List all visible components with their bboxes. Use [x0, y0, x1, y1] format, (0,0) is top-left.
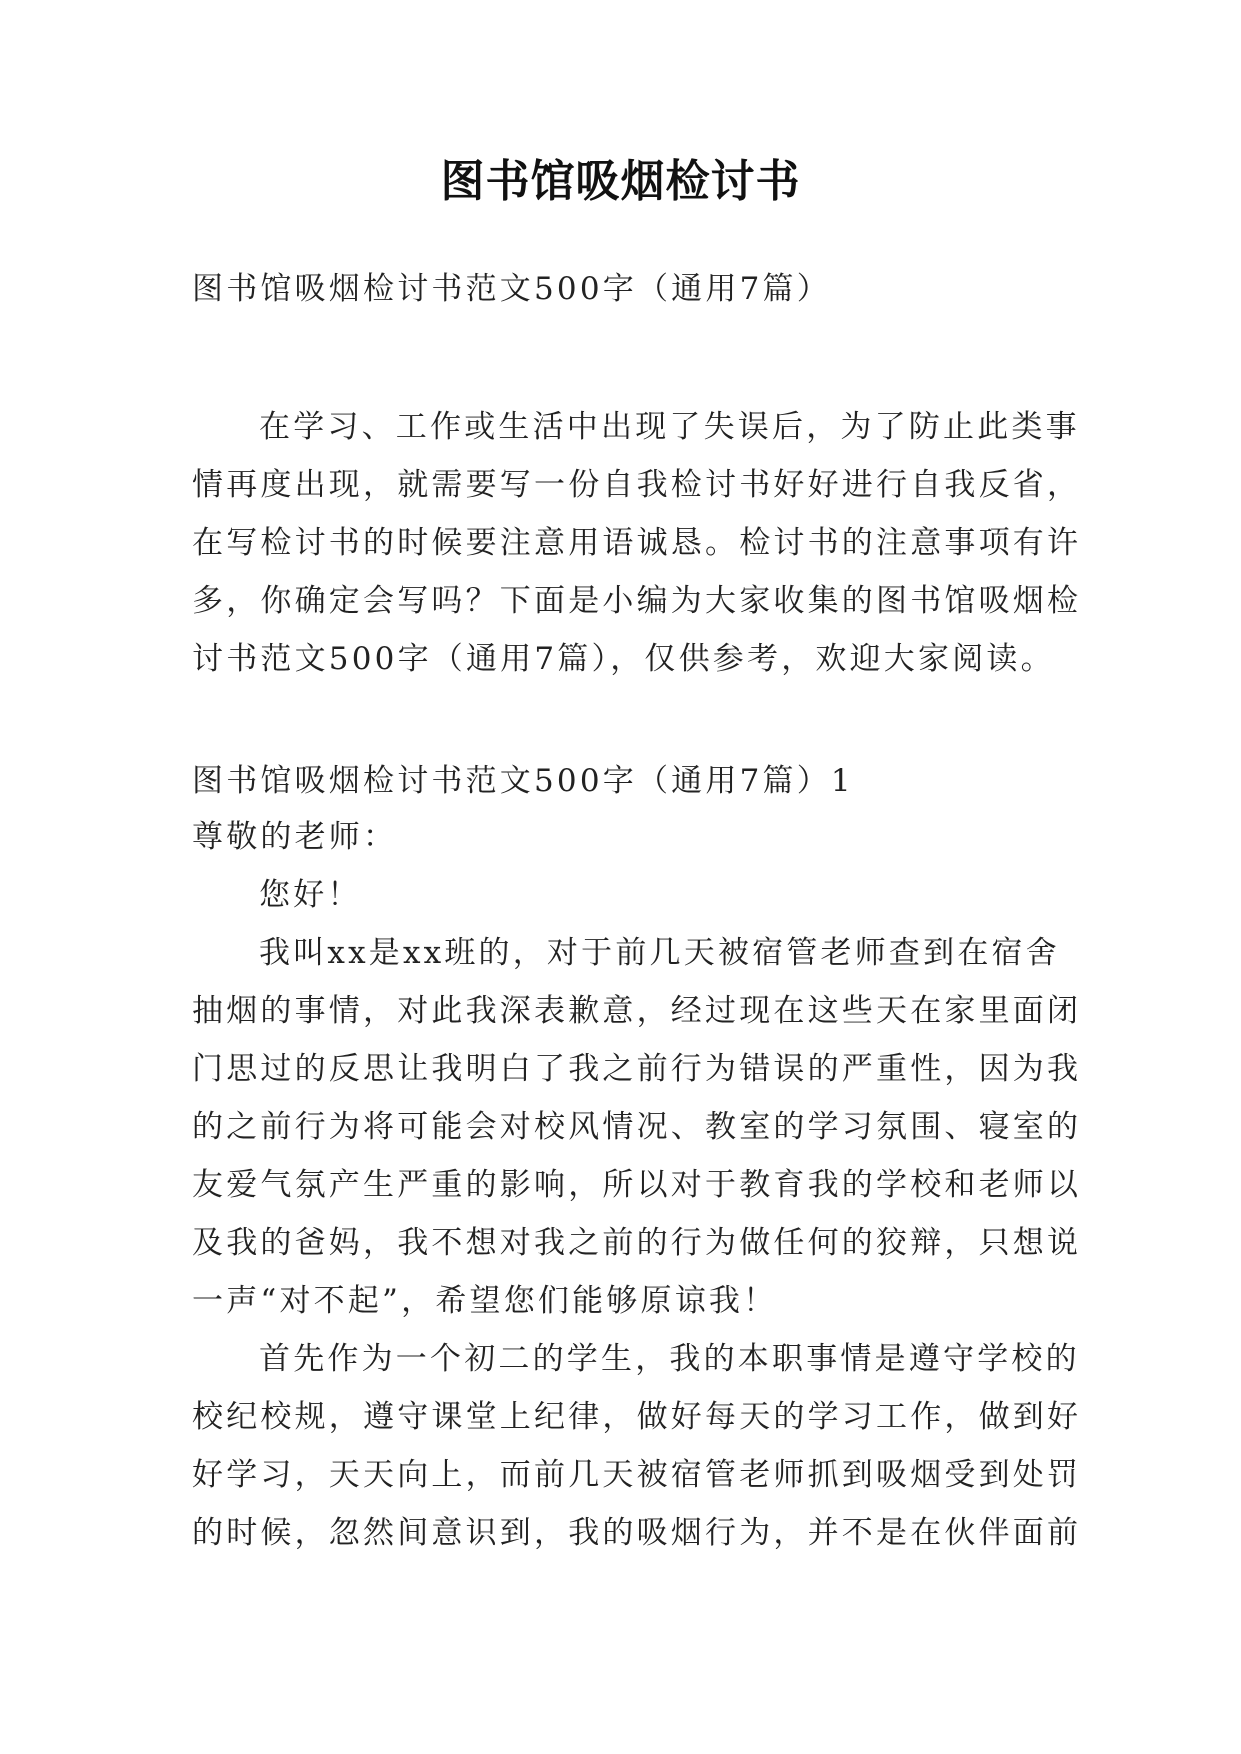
greeting: 您好！: [259, 877, 362, 913]
intro-line: 情再度出现，就需要写一份自我检讨书好好进行自我反省，: [192, 467, 1082, 503]
document-title: 图书馆吸烟检讨书: [440, 156, 801, 207]
letter-line: 好学习，天天向上，而前几天被宿管老师抓到吸烟受到处罚: [192, 1457, 1082, 1493]
intro-line: 多，你确定会写吗？下面是小编为大家收集的图书馆吸烟检: [192, 583, 1082, 619]
letter-line: 首先作为一个初二的学生，我的本职事情是遵守学校的: [259, 1341, 1080, 1377]
section-heading-line: 图书馆吸烟检讨书范文500字（通用7篇）1: [192, 763, 854, 799]
document-subtitle: [192, 260, 1052, 318]
letter-line: 友爱气氛产生严重的影响，所以对于教育我的学校和老师以: [192, 1167, 1082, 1203]
letter-line: 校纪校规，遵守课堂上纪律，做好每天的学习工作，做到好: [192, 1399, 1082, 1435]
intro-line: 在学习、工作或生活中出现了失误后，为了防止此类事: [259, 409, 1080, 445]
letter-line: 的之前行为将可能会对校风情况、教室的学习氛围、寝室的: [192, 1109, 1082, 1145]
letter-line: 及我的爸妈，我不想对我之前的行为做任何的狡辩，只想说: [192, 1225, 1082, 1261]
section-heading: [192, 752, 1052, 810]
letter-line: 门思过的反思让我明白了我之前行为错误的严重性，因为我: [192, 1051, 1082, 1087]
salutation: 尊敬的老师：: [192, 819, 398, 855]
letter-line: 抽烟的事情，对此我深表歉意，经过现在这些天在家里面闭: [192, 993, 1082, 1029]
subtitle-line: 图书馆吸烟检讨书范文500字（通用7篇）: [192, 271, 831, 307]
intro-paragraph: [192, 398, 1082, 688]
letter-line: 我叫xx是xx班的，对于前几天被宿管老师查到在宿舍: [259, 935, 1060, 971]
intro-line: 讨书范文500字（通用7篇），仅供参考，欢迎大家阅读。: [192, 641, 1055, 677]
letter-line: 一声“对不起”，希望您们能够原谅我！: [192, 1283, 778, 1319]
letter-line: 的时候，忽然间意识到，我的吸烟行为，并不是在伙伴面前: [192, 1515, 1082, 1551]
intro-line: 在写检讨书的时候要注意用语诚恳。检讨书的注意事项有许: [192, 525, 1082, 561]
letter-body: [192, 808, 1082, 1562]
